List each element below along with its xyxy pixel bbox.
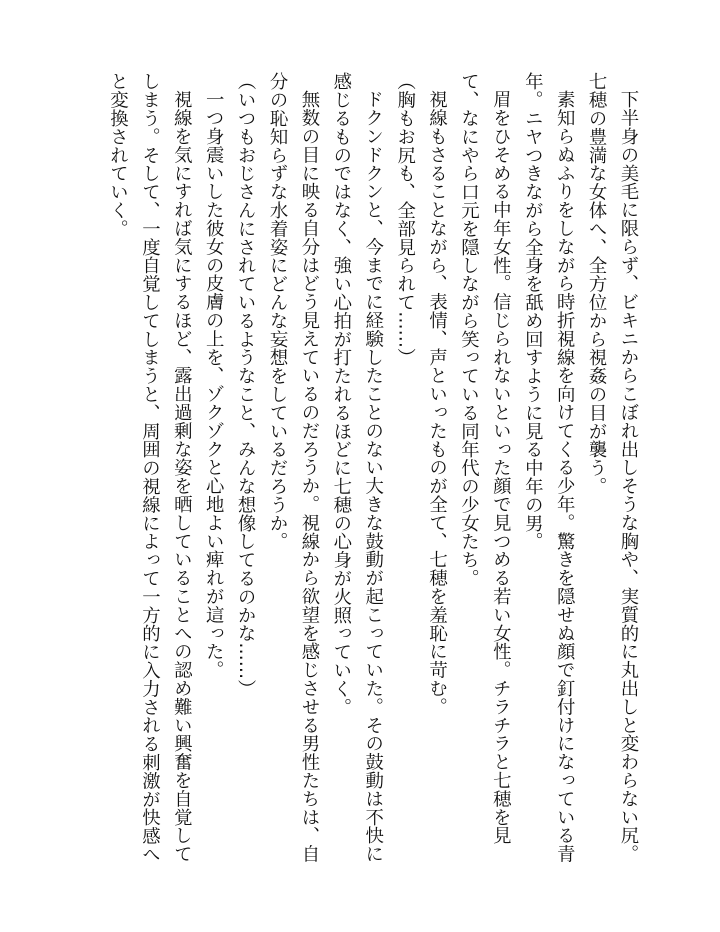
text-line: 分の恥知らずな水着姿にどんな妄想をしているだろうか。 bbox=[267, 72, 289, 551]
text-line: 下半身の美毛に限らず、ビキニからこぼれ出しそうな胸や、実質的に丸出しと変わらない尻。 bbox=[618, 90, 639, 864]
text-line: 感じるものではなく、強い心拍が打たれるほどに七穂の心身が火照っていく。 bbox=[330, 72, 352, 716]
text-line: 視線を気にすれば気にするほど、露出過剰な姿を晒していることへの認め難い興奮を自覚して bbox=[171, 90, 193, 864]
text-line: 年。ニヤつきながら全身を舐め回すように見る中年の男。 bbox=[522, 72, 544, 551]
vertical-text-page bbox=[84, 72, 644, 862]
text-line: 素知らぬふりをしながら時折視線を向けてくる少年。驚きを隠せぬ顔で釘付けになっている青 bbox=[554, 90, 576, 864]
text-line: て、なにやら口元を隠しながら笑っている同年代の少女たち。 bbox=[458, 72, 480, 588]
text-line: 一つ身震いした彼女の皮膚の上を、ゾクゾクと心地よい痺れが這った。 bbox=[203, 90, 225, 680]
text-line: （いつもおじさんにされているようなこと、みんな想像してるのかな……） bbox=[235, 72, 257, 698]
text-line: 無数の目に映る自分はどう見えているのだろうか。視線から欲望を感じさせる男性たちは、自 bbox=[298, 90, 320, 864]
text-line: ドクンドクンと、今までに経験したことのない大きな鼓動が起こっていた。その鼓動は不快に bbox=[362, 90, 384, 864]
text-line: 視線もさることながら、表情、声といったものが全て、七穂を羞恥に苛む。 bbox=[426, 90, 448, 716]
text-line: （胸もお尻も、全部見られて……） bbox=[394, 72, 416, 367]
text-line: と変換されていく。 bbox=[107, 72, 129, 238]
text-line: しまう。そして、一度自覚してしまうと、周囲の視線によって一方的に入力される刺激が快感へ bbox=[139, 72, 161, 864]
text-line: 七穂の豊満な女体へ、全方位から視姦の目が襲う。 bbox=[586, 72, 608, 496]
text-line: 眉をひそめる中年女性。信じられないといった顔で見つめる若い女性。チラチラと七穂を見 bbox=[490, 90, 512, 845]
